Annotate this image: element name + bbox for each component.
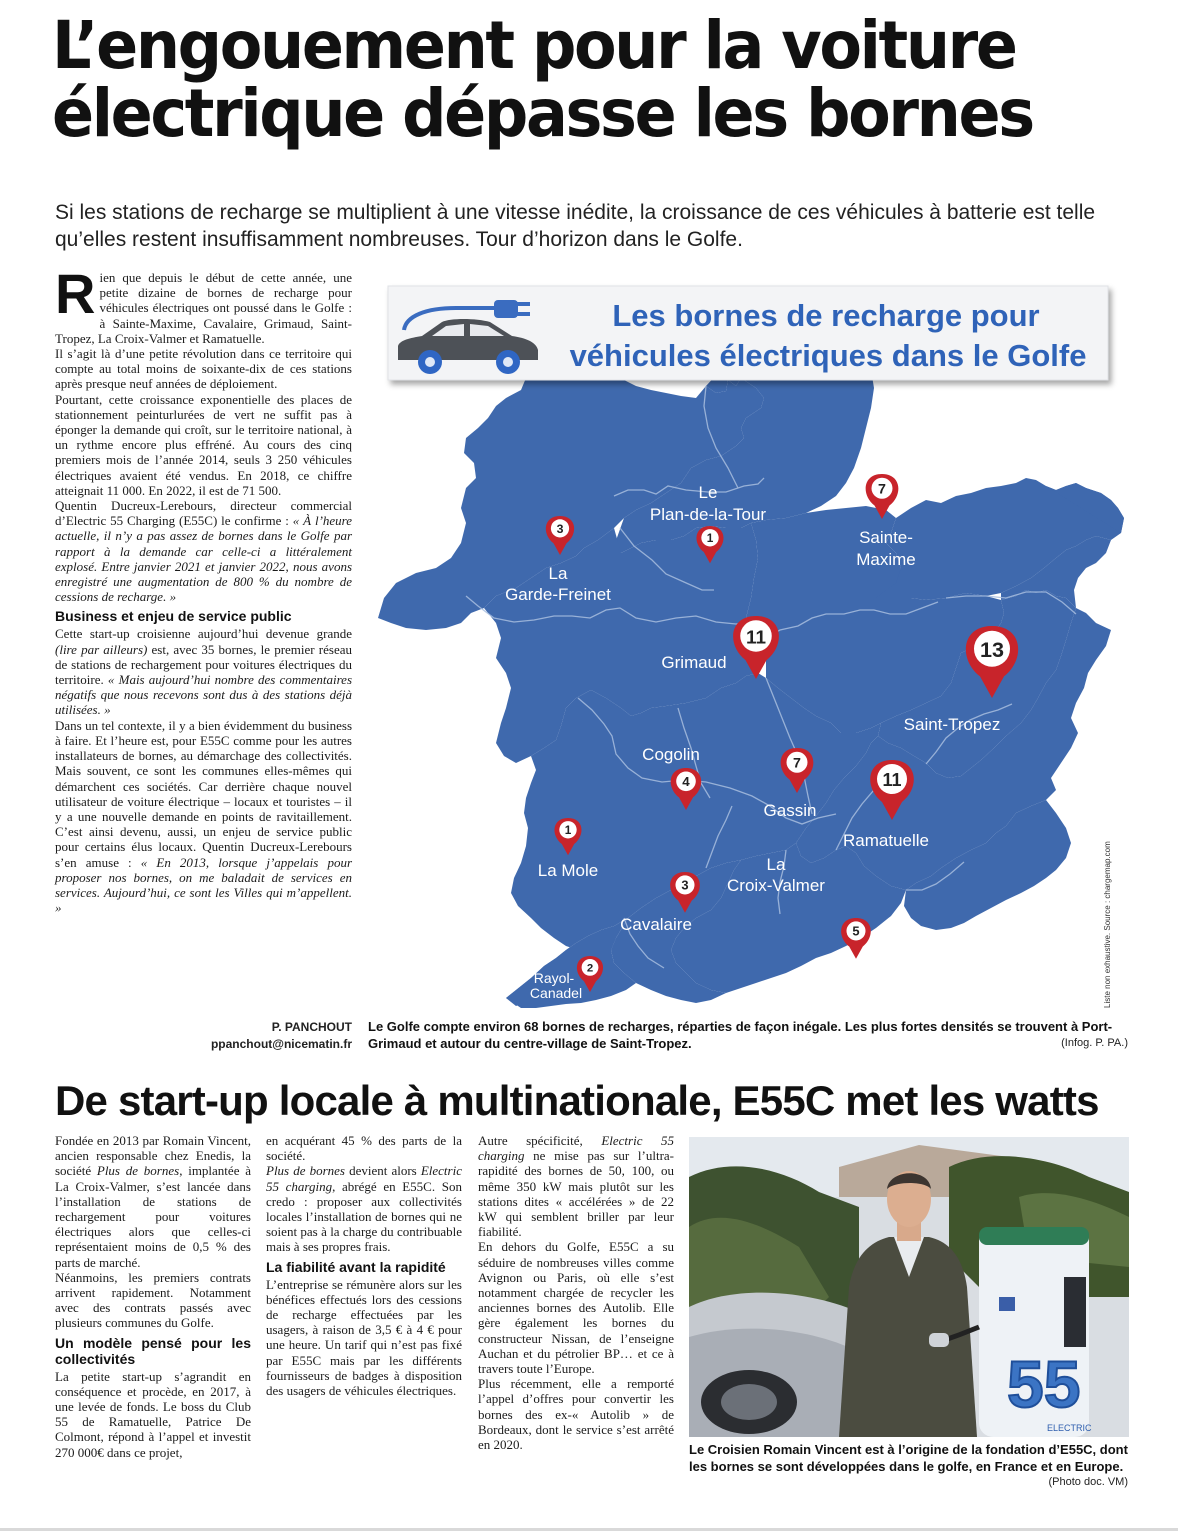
byline <box>150 1019 352 1053</box>
label-plan-de-la-tour-1: Le <box>698 483 718 502</box>
subhead-collectivites: Un modèle pensé pour les collectivités <box>55 1334 251 1367</box>
charger-brand: ELECTRIC <box>1047 1423 1092 1433</box>
label-plan-de-la-tour-2: Plan-de-la-Tour <box>649 505 767 524</box>
paragraph-6: Dans un tel contexte, il y a bien évidemment du business à faire. Et l’heure est, pour E55C comme pour les autres installateurs de bornes, au démarchage des collectivités. Mais souvent, ce sont les communes elles-mêmes qui démarchent ces sociétés. Car derrière chaque nouvel utilisateur de voiture électrique – locaux et touristes – il y a une nouvelle demande en points de ravitaillement. C’est ainsi devenu, aussi, un enjeu de service public pour certains élus locaux. Quentin Ducreux-Lerebours s’en amuse : « En 2013, lorsque j’appelais pour proposer nos bornes, on me baladait de services en services. Aujourd’hui, ce sont les Villes qui m’appellent. » <box>55 717 353 916</box>
svg-text:11: 11 <box>882 770 902 790</box>
article2-col3: Autre spécificité, Electric 55 charging ne mise pas sur l’ultra-rapidité des bornes de 50, 100, ou même 350 kW mais plutôt sur les stations dites « accélérées » de 22 kW qui semblent briller par leur fiabilité. En dehors du Golfe, E55C a su séduire de nombreuses villes comme Avignon ou Paris, où elle s’est notamment chargée de recycler les anciennes bornes des Autolib. Elle gère également les bornes du constructeur Nissan, de l’enseigne Auchan et du pétrolier BP… et ce à travers toute l’Europe. Plus récemment, elle a remporté l’appel d’offres pour convertir les bornes des ex-« Autolib » de Bordeaux, dont le service s’est arrêté en 2020. <box>478 1133 674 1453</box>
author-email[interactable]: ppanchout@nicematin.fr <box>210 1037 352 1051</box>
author-name: P. PANCHOUT <box>271 1020 352 1034</box>
infographic-caption: Le Golfe compte environ 68 bornes de recharges, réparties de façon inégale. Les plus fortes densités se trouvent à Port-Grimaud et autour du centre-village de Saint-Tropez. <box>368 1019 1113 1051</box>
svg-text:2: 2 <box>586 962 594 975</box>
source-note: Liste non exhaustive. Source : chargemap.com <box>1103 841 1112 1008</box>
article2-col1: Fondée en 2013 par Romain Vincent, ancien responsable chez Enedis, la société Plus de bornes, implantée à La Croix-Valmer, s’est lancée dans l’installation de stations de rechargement pour voitures électriques alors que celles-ci représentaient moins de 0,5 % des parts de marché. Néanmoins, les premiers contrats arrivent rapidement. Notamment avec des contrats passés avec plusieurs communes du Golfe. Un modèle pensé pour les collectivités La petite start-up s’agrandit en conséquence et procède, en 2017, à une levée de fonds. Le boss du Club 55 de Ramatuelle, Patrice De Colmont, répond à l’appel et investit 270 000€ dans ce projet, <box>55 1133 252 1460</box>
svg-text:13: 13 <box>979 637 1005 663</box>
label-la-mole: La Mole <box>537 861 599 880</box>
photo-illustration <box>689 1137 1129 1437</box>
lead-paragraph: Si les stations de recharge se multiplient à une vitesse inédite, la croissance de ces véhicules à batterie est telle qu’elles restent insuffisamment nombreuses. Tour d’horizon dans le Golfe. <box>55 201 1096 251</box>
label-sainte-maxime-2: Maxime <box>856 550 916 569</box>
svg-text:7: 7 <box>878 481 886 498</box>
label-cavalaire: Cavalaire <box>620 915 692 934</box>
label-sainte-maxime-1: Sainte- <box>859 528 913 547</box>
label-rayol-1: Rayol- <box>533 970 575 986</box>
infographic-svg <box>366 278 1136 1016</box>
label-garde-freinet-2: Garde-Freinet <box>505 585 611 604</box>
paragraph-4: Quentin Ducreux-Lerebours, directeur commercial d’Electric 55 Charging (E55C) le confirme : « À l’heure actuelle, il n’y a pas assez de bornes dans le Golfe par rapport à la demande car celle-ci a littéralement explosé. Entre janvier 2021 et janvier 2022, nous avons enregistré une augmentation de 800 % du nombre de cessions de recharge. » <box>55 498 353 605</box>
label-ramatuelle: Ramatuelle <box>843 831 929 850</box>
label-garde-freinet-1: La <box>548 564 568 583</box>
svg-text:5: 5 <box>852 923 860 939</box>
paragraph-1: Rien que depuis le début de cette année, une petite dizaine de bornes de recharge pour véhicules électriques ont poussé dans le Golfe : à Sainte-Maxime, Cavalaire, Grimaud, Saint-Tropez, La Croix-Valmer et Ramatuelle. <box>55 262 352 346</box>
svg-text:11: 11 <box>746 627 766 649</box>
banner-title-line1: Les bornes de recharge pour <box>612 298 1040 333</box>
infographic-credit: (Infog. P. PA.) <box>1061 1037 1128 1049</box>
subhead-business: Business et enjeu de service public <box>55 608 292 625</box>
label-croix-valmer-1: La <box>766 855 786 874</box>
svg-text:3: 3 <box>556 521 564 536</box>
label-grimaud: Grimaud <box>661 653 727 672</box>
article-body <box>55 262 353 916</box>
paragraph-5: Cette start-up croisienne aujourd’hui devenue grande (lire par ailleurs) est, avec 35 bornes, le premier réseau de stations de rechargement pour voitures électriques du territoire. « Mais aujourd’hui nombre des commentaires négatifs que nous recevons sont dus à des stations déjà utilisées. » <box>55 626 352 718</box>
paragraph-3: Pourtant, cette croissance exponentielle des places de stationnement peinturlurées de vert ne suffit pas à éponger la demande qui croît, sur le territoire national, à un rythme encore plus effréné. Au cours des cinq premiers mois de l’année 2014, seuls 3 250 véhicules électriques avaient été vendus. En 2018, ce chiffre atteignait 11 000. En 2022, il est de 71 500. <box>55 391 352 498</box>
paragraph-2: Il s’agit là d’une petite révolution dans ce territoire qui compte au total moins de soixante-dix de ces stations après presque neuf années de déploiement. <box>55 346 352 392</box>
photo-caption: Le Croisien Romain Vincent est à l’origine de la fondation d’E55C, dont les bornes se sont développées dans le golfe, en France et en Europe. <box>689 1442 1128 1474</box>
infographic <box>366 278 1136 1016</box>
svg-text:3: 3 <box>681 877 689 893</box>
pin-croix-valmer <box>841 918 871 959</box>
charger-logo: 55 <box>1007 1347 1081 1421</box>
photo-credit: (Photo doc. VM) <box>1048 1476 1128 1488</box>
label-gassin: Gassin <box>763 801 817 820</box>
svg-text:1: 1 <box>706 532 714 546</box>
article2-col2: en acquérant 45 % des parts de la société. Plus de bornes devient alors Electric 55 charging, abrégé en E55C. Son credo : proposer aux collectivités locales l’installation de bornes qui ne soient pas à la charge du contribuable mais à ses propres frais. La fiabilité avant la rapidité L’entreprise se rémunère alors sur les bénéfices effectués lors des cessions de recharge effectuées par les usagers, à raison de 3,5 € à 4 € pour une heure. Un tarif qui n’est pas fixé par E55C mais par les différents fournisseurs de badges à disposition des usagers de véhicules électriques. <box>266 1133 462 1399</box>
page-bottom-rule <box>0 1528 1178 1531</box>
headline: L’engouement pour la voiture électrique dépasse les bornes <box>52 7 1033 152</box>
headline-article2: De start-up locale à multinationale, E55C met les watts <box>55 1077 1099 1124</box>
drop-cap: R <box>55 262 96 325</box>
label-croix-valmer-2: Croix-Valmer <box>727 876 825 895</box>
label-rayol-2: Canadel <box>529 985 583 1001</box>
svg-text:4: 4 <box>682 774 690 790</box>
svg-text:1: 1 <box>564 824 572 838</box>
banner-title-line2: véhicules électriques dans le Golfe <box>569 338 1087 373</box>
svg-text:7: 7 <box>793 755 801 772</box>
photo <box>689 1137 1129 1437</box>
label-saint-tropez: Saint-Tropez <box>903 715 1001 734</box>
label-cogolin: Cogolin <box>642 745 700 764</box>
subhead-fiabilite: La fiabilité avant la rapidité <box>266 1258 446 1275</box>
